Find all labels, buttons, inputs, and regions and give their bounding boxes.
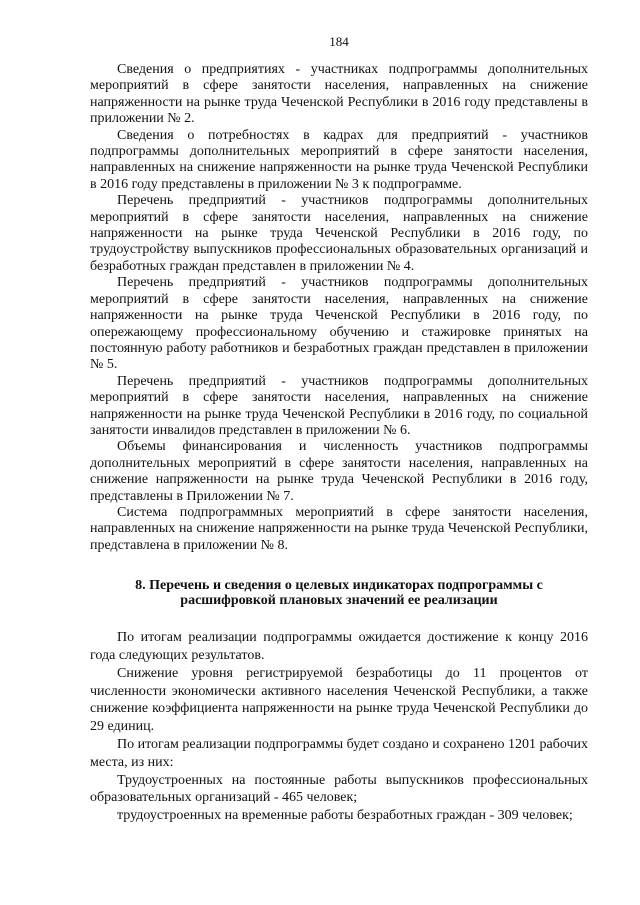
paragraph-appendix-5: Перечень предприятий - участников подпрограммы дополнительных мероприятий в сфере занятости населения, направленных на снижение напряженности на рынке труда Чеченской Республики в 2016 году, по опережающему профессиональному обучению и стажировке принятых на постоянную работу работников и безработных граждан представлен в приложении № 5. [90,275,588,373]
paragraph-appendix-3: Сведения о потребностях в кадрах для предприятий - участников подпрограммы дополнительных мероприятий в сфере занятости населения, направленных на снижение напряженности на рынке труда Чеченской Республики в 2016 году представлены в приложении № 3 к подпрограмме. [90,127,588,192]
paragraph-appendix-2: Сведения о предприятиях - участниках подпрограммы дополнительных мероприятий в сфере занятости населения, направленных на снижение напряженности на рынке труда Чеченской Республики в 2016 году представлены в приложении № 2. [90,62,588,127]
paragraph-graduates-employed: Трудоустроенных на постоянные работы выпускников профессиональных образовательных организаций - 465 человек; [90,772,588,806]
document-page [90,34,588,825]
paragraph-expected-results: По итогам реализации подпрограммы ожидается достижение к концу 2016 года следующих результатов. [90,630,588,663]
paragraph-jobs-created: По итогам реализации подпрограммы будет создано и сохранено 1201 рабочих места, из них: [90,736,588,770]
paragraph-appendix-4: Перечень предприятий - участников подпрограммы дополнительных мероприятий в сфере занятости населения, направленных на снижение напряженности на рынке труда Чеченской Республики в 2016 году, по трудоустройству выпускников профессиональных образовательных организаций и безработных граждан представлен в приложении № 4. [90,193,588,274]
body-text-bottom [90,629,588,825]
section-heading [90,578,588,608]
paragraph-temporary-employed: трудоустроенных на временные работы безработных граждан - 309 человек; [117,808,573,824]
paragraph-appendix-6: Перечень предприятий - участников подпрограммы дополнительных мероприятий в сфере занятости населения, направленных на снижение напряженности на рынке труда Чеченской Республики в 2016 году, по социальной занятости инвалидов представлен в приложении № 6. [90,373,588,438]
paragraph-unemployment-reduction: Снижение уровня регистрируемой безработицы до 11 процентов от численности экономически активного населения Чеченской Республики, а также снижение коэффициента напряженности на рынке труда Чеченской Республики до 29 единиц. [90,665,588,735]
body-text-top [90,62,588,554]
section-heading-line-1: 8. Перечень и сведения о целевых индикаторах подпрограммы с [135,578,543,594]
section-heading-line-2: расшифровкой плановых значений ее реализации [180,593,498,609]
paragraph-appendix-8: Система подпрограммных мероприятий в сфере занятости населения, направленных на снижение напряженности на рынке труда Чеченской Республики, представлена в приложении № 8. [90,504,588,553]
page-number: 184 [329,34,349,49]
paragraph-appendix-7: Объемы финансирования и численность участников подпрограммы дополнительных мероприятий в сфере занятости населения, направленных на снижение напряженности на рынке труда Чеченской Республики в 2016 году, представлены в Приложении № 7. [90,439,588,504]
